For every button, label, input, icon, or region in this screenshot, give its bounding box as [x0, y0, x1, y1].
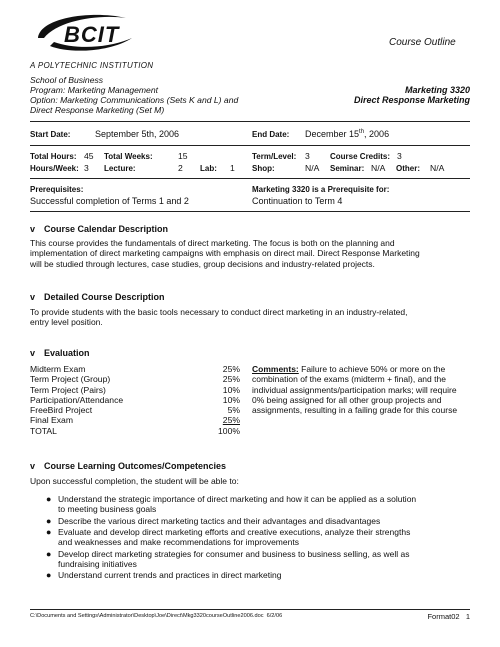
calendar-title: Course Calendar Description	[44, 224, 169, 234]
eval-item: Term Project (Group)	[30, 374, 111, 385]
shop-value: N/A	[305, 163, 320, 173]
eval-item: Midterm Exam	[30, 364, 86, 374]
bullet-icon: ●	[46, 515, 52, 526]
comments-line: assignments, resulting in a failing grade for this course	[252, 405, 458, 416]
outcome-item	[46, 494, 466, 514]
credits-value: 3	[397, 151, 402, 161]
section-bullet: v	[30, 292, 36, 302]
evaluation-heading	[30, 348, 90, 358]
calendar-line: will be studied through lectures, case studies, group decisions and industry-related projects.	[30, 258, 375, 269]
eval-value: 25%	[222, 415, 240, 426]
outcome-item	[46, 516, 466, 526]
start-date-label: Start Date:	[30, 130, 71, 139]
tagline: A POLYTECHNIC INSTITUTION	[30, 61, 154, 70]
outcome-line: fundraising initiatives	[58, 558, 137, 569]
prereq-for-value: Continuation to Term 4	[252, 196, 343, 206]
section-bullet: v	[30, 461, 36, 471]
credits-label: Course Credits:	[330, 152, 391, 161]
eval-row	[30, 405, 240, 415]
detailed-line: entry level position.	[30, 317, 103, 328]
section-bullet: v	[30, 224, 36, 234]
comments-text: Failure to achieve 50% or more on the	[298, 364, 446, 374]
evaluation-table	[30, 364, 240, 436]
detailed-description	[30, 307, 470, 328]
outcomes-title: Course Learning Outcomes/Competencies	[44, 461, 227, 471]
end-date-year: , 2006	[364, 129, 390, 139]
evaluation-comments	[252, 364, 472, 415]
end-date-suffix: th	[359, 129, 365, 135]
outcome-line: to meeting business goals	[58, 504, 157, 514]
end-date-value	[305, 129, 389, 139]
footer-path	[30, 613, 282, 619]
detailed-heading	[30, 292, 165, 302]
outcomes-intro: Upon successful completion, the student will be able to:	[30, 476, 239, 486]
eval-row	[30, 364, 240, 374]
bullet-icon: ●	[46, 548, 52, 559]
eval-total-value: 100%	[218, 425, 240, 436]
school-name: School of Business	[30, 75, 104, 85]
shop-label: Shop:	[252, 164, 275, 173]
term-label: Term/Level:	[252, 152, 297, 161]
divider-3	[30, 178, 470, 179]
prereq-label: Prerequisites:	[30, 185, 84, 194]
comments-label: Comments:	[252, 364, 299, 374]
eval-row	[30, 415, 240, 425]
detailed-title: Detailed Course Description	[44, 292, 165, 302]
outcome-line: and weaknesses and make recommendations for improvements	[58, 537, 299, 547]
total-hours-value: 45	[84, 151, 94, 161]
bcit-logo	[30, 8, 140, 58]
eval-item: Term Project (Pairs)	[30, 384, 106, 395]
other-label: Other:	[396, 164, 420, 173]
outcomes-list	[46, 494, 466, 582]
section-bullet: v	[30, 348, 36, 358]
option-line-1: Option: Marketing Communications (Sets K and L) and	[30, 95, 239, 105]
doc-type: Course Outline	[389, 37, 456, 48]
detailed-line: To provide students with the basic tools necessary to conduct direct marketing in an industry-related,	[30, 307, 408, 317]
start-date-value: September 5th, 2006	[95, 129, 180, 139]
comments-line: combination of the exams (midterm + final), and the	[252, 374, 446, 385]
course-title: Direct Response Marketing	[353, 95, 470, 105]
footer-divider	[30, 609, 470, 610]
lab-value: 1	[230, 163, 235, 173]
bullet-icon: ●	[46, 527, 52, 537]
outcome-item	[46, 549, 466, 569]
comments-line	[252, 364, 472, 374]
end-date-label: End Date:	[252, 130, 290, 139]
eval-row	[30, 374, 240, 384]
eval-item: Final Exam	[30, 415, 73, 426]
total-hours-label: Total Hours:	[30, 152, 77, 161]
bullet-icon: ●	[46, 494, 52, 504]
course-code: Marketing 3320	[404, 85, 470, 95]
evaluation-title: Evaluation	[44, 348, 90, 358]
outcome-line: Evaluate and develop direct marketing efforts and creative executions, analyze their strengths	[58, 527, 411, 537]
outcome-line: Understand current trends and practices in direct marketing	[58, 570, 282, 580]
eval-total-label: TOTAL	[30, 425, 57, 436]
divider-2	[30, 145, 470, 146]
outcome-line: Understand the strategic importance of direct marketing and how it can be applied as a solution	[58, 494, 417, 504]
calendar-heading	[30, 224, 168, 234]
lecture-value: 2	[178, 163, 183, 173]
divider-top	[30, 121, 470, 122]
option-line-2: Direct Response Marketing (Set M)	[30, 105, 165, 115]
eval-value: 25%	[222, 364, 240, 374]
calendar-line: This course provides the fundamentals of direct marketing. The focus is both on the planning and	[30, 238, 395, 248]
outcome-item	[46, 527, 466, 547]
eval-value: 10%	[222, 384, 240, 395]
comments-line: 0% being assigned for all other group projects and	[252, 394, 442, 405]
prereq-for-label: Marketing 3320 is a Prerequisite for:	[252, 185, 390, 194]
total-weeks-label: Total Weeks:	[104, 152, 153, 161]
other-value: N/A	[430, 163, 445, 173]
eval-total-row	[30, 426, 240, 436]
page-number: 1	[465, 612, 470, 621]
calendar-line: implementation of direct marketing campaigns with emphasis on direct mail. Direct Response Marketing	[30, 248, 420, 259]
footer-form	[427, 612, 470, 621]
eval-item: Participation/Attendance	[30, 394, 124, 405]
lab-label: Lab:	[200, 164, 217, 173]
logo-text: BCIT	[64, 22, 120, 47]
footer-file-path: C:\Documents and Settings\Administrator\Desktop\Joe\Direct\Mkg3320courseOutline2006.doc	[30, 613, 264, 619]
eval-row	[30, 395, 240, 405]
outcome-line: Describe the various direct marketing tactics and their advantages and disadvantages	[58, 515, 381, 526]
eval-value: 25%	[222, 374, 240, 385]
seminar-label: Seminar:	[330, 164, 365, 173]
outcome-line: Develop direct marketing strategies for consumer and business to business selling, as well as	[58, 548, 410, 559]
footer-form-code: Format02	[427, 612, 460, 621]
comments-line: individual assignments/participation marks; will require	[252, 384, 457, 395]
seminar-value: N/A	[371, 163, 386, 173]
eval-value: 10%	[222, 394, 240, 405]
program-line: Program: Marketing Management	[30, 85, 159, 95]
end-date-day: December 15	[305, 129, 360, 139]
outcome-item	[46, 570, 466, 580]
outcomes-heading	[30, 461, 226, 471]
hours-week-value: 3	[84, 163, 89, 173]
lecture-label: Lecture:	[104, 164, 136, 173]
prereq-value: Successful completion of Terms 1 and 2	[30, 196, 189, 206]
eval-value: 5%	[227, 405, 240, 416]
eval-row	[30, 385, 240, 395]
bullet-icon: ●	[46, 570, 52, 580]
eval-item: FreeBird Project	[30, 405, 93, 416]
total-weeks-value: 15	[178, 151, 188, 161]
term-value: 3	[305, 151, 310, 161]
hours-week-label: Hours/Week:	[30, 164, 79, 173]
calendar-description	[30, 238, 470, 269]
divider-4	[30, 211, 470, 212]
footer-revision: 6/2/06	[266, 613, 283, 619]
